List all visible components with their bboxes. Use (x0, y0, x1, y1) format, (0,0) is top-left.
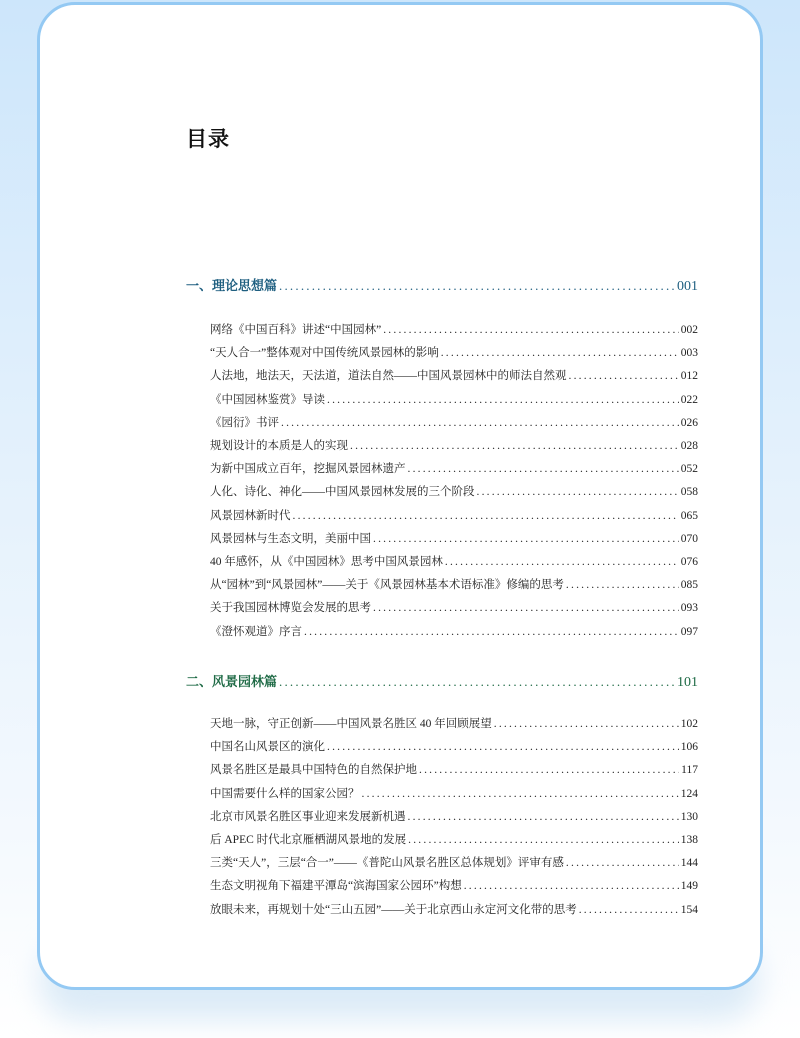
toc-entry[interactable] (210, 901, 698, 917)
dot-leader (494, 718, 679, 730)
toc-entry-label: 放眼未来，再规划十处“三山五园”——关于北京西山永定河文化带的思考 (210, 904, 577, 916)
toc-entry[interactable] (210, 808, 698, 824)
dot-leader (566, 857, 679, 869)
page-number: 117 (681, 764, 698, 776)
toc-entry[interactable] (210, 483, 698, 499)
toc-entry[interactable] (210, 623, 698, 639)
toc-entry[interactable] (210, 553, 698, 569)
toc-entry[interactable] (210, 576, 698, 592)
dot-leader (445, 556, 679, 568)
toc-entry[interactable] (210, 854, 698, 870)
dot-leader (327, 741, 679, 753)
toc-entry[interactable] (210, 391, 698, 407)
dot-leader (408, 463, 679, 475)
toc-entry-label: 风景园林与生态文明，美丽中国 (210, 533, 371, 545)
toc-entry[interactable] (210, 877, 698, 893)
page-number: 022 (680, 394, 698, 406)
toc-entry-label: 人法地，地法天，天法道，道法自然——中国风景园林中的师法自然观 (210, 370, 567, 382)
dot-leader (373, 602, 679, 614)
toc-entry[interactable] (210, 344, 698, 360)
toc-entry-label: 《园衍》书评 (210, 417, 279, 429)
toc-entry-label: 网络《中国百科》讲述“中国园林” (210, 324, 382, 336)
page-number: 065 (680, 510, 698, 522)
toc-entry-label: 从“园林”到“风景园林”——关于《风景园林基本术语标准》修编的思考 (210, 579, 564, 591)
page-number: 076 (680, 556, 698, 568)
page-number: 003 (680, 347, 698, 359)
page-number: 154 (680, 904, 698, 916)
dot-leader (566, 579, 679, 591)
dot-leader (477, 486, 679, 498)
toc-entry[interactable] (210, 367, 698, 383)
page-number: 002 (680, 324, 698, 336)
toc-entry-label: 为新中国成立百年，挖掘风景园林遗产 (210, 463, 406, 475)
page-number: 085 (680, 579, 698, 591)
dot-leader (408, 811, 679, 823)
toc-entry-label: 《中国园林鉴赏》导读 (210, 394, 325, 406)
page-number: 012 (680, 370, 698, 382)
dot-leader (279, 674, 675, 690)
toc-entry[interactable] (210, 321, 698, 337)
dot-leader (464, 880, 679, 892)
dot-leader (408, 834, 679, 846)
dot-leader (441, 347, 679, 359)
dot-leader (373, 533, 679, 545)
toc-entry-label: 生态文明视角下福建平潭岛“滨海国家公园环”构想 (210, 880, 462, 892)
toc-entry[interactable] (210, 460, 698, 476)
toc-entry-label: 风景名胜区是最具中国特色的自然保护地 (210, 764, 417, 776)
toc-entry[interactable] (210, 530, 698, 546)
section-heading[interactable] (186, 671, 698, 691)
toc-entry-label: “天人合一”整体观对中国传统风景园林的影响 (210, 347, 439, 359)
toc-entry-label: 规划设计的本质是人的实现 (210, 440, 348, 452)
toc-entry-label: 三类“天人”，三层“合一”——《普陀山风景名胜区总体规划》评审有感 (210, 857, 564, 869)
dot-leader (579, 904, 679, 916)
page-number: 028 (680, 440, 698, 452)
dot-leader (327, 394, 679, 406)
toc-entry-label: 40 年感怀，从《中国园林》思考中国风景园林 (210, 556, 443, 568)
toc-entry-label: 《澄怀观道》序言 (210, 626, 302, 638)
dot-leader (569, 370, 679, 382)
page-number: 097 (680, 626, 698, 638)
page-number: 093 (680, 602, 698, 614)
toc-entry-label: 风景园林新时代 (210, 510, 291, 522)
toc-entry-label: 人化、诗化、神化——中国风景园林发展的三个阶段 (210, 486, 475, 498)
dot-leader (362, 788, 679, 800)
dot-leader (350, 440, 679, 452)
dot-leader (281, 417, 679, 429)
toc-entry-label: 中国需要什么样的国家公园？ (210, 788, 360, 800)
page-number: 001 (677, 279, 698, 294)
section-heading-label: 二、风景园林篇 (186, 675, 278, 690)
section-heading-label: 一、理论思想篇 (186, 279, 278, 294)
toc-entry[interactable] (210, 761, 698, 777)
toc-entry[interactable] (210, 507, 698, 523)
page-number: 144 (680, 857, 698, 869)
page-number: 130 (680, 811, 698, 823)
toc-entry-label: 中国名山风景区的演化 (210, 741, 325, 753)
page-number: 052 (680, 463, 698, 475)
dot-leader (304, 626, 679, 638)
toc-card (37, 2, 763, 990)
toc-entry[interactable] (210, 414, 698, 430)
toc-entry-label: 天地一脉，守正创新——中国风景名胜区 40 年回顾展望 (210, 718, 492, 730)
page-title: 目录 (186, 127, 230, 151)
dot-leader (279, 278, 675, 294)
page-number: 058 (680, 486, 698, 498)
toc-entry-label: 北京市风景名胜区事业迎来发展新机遇 (210, 811, 406, 823)
dot-leader (293, 510, 679, 522)
toc-entry-label: 关于我国园林博览会发展的思考 (210, 602, 371, 614)
page-number: 101 (677, 675, 698, 690)
page-number: 149 (680, 880, 698, 892)
toc-entry-label: 后 APEC 时代北京雁栖湖风景地的发展 (210, 834, 407, 846)
toc-entry[interactable] (210, 715, 698, 731)
page-number: 026 (680, 417, 698, 429)
page-number: 124 (680, 788, 698, 800)
toc-entry[interactable] (210, 738, 698, 754)
toc-entry[interactable] (210, 599, 698, 615)
dot-leader (419, 764, 679, 776)
dot-leader (383, 324, 679, 336)
page-number: 102 (680, 718, 698, 730)
page-number: 106 (680, 741, 698, 753)
section-heading[interactable] (186, 275, 698, 295)
page-number: 070 (680, 533, 698, 545)
toc-entry[interactable] (210, 785, 698, 801)
page-number: 138 (680, 834, 698, 846)
toc-entry[interactable] (210, 831, 698, 847)
toc-entry[interactable] (210, 437, 698, 453)
